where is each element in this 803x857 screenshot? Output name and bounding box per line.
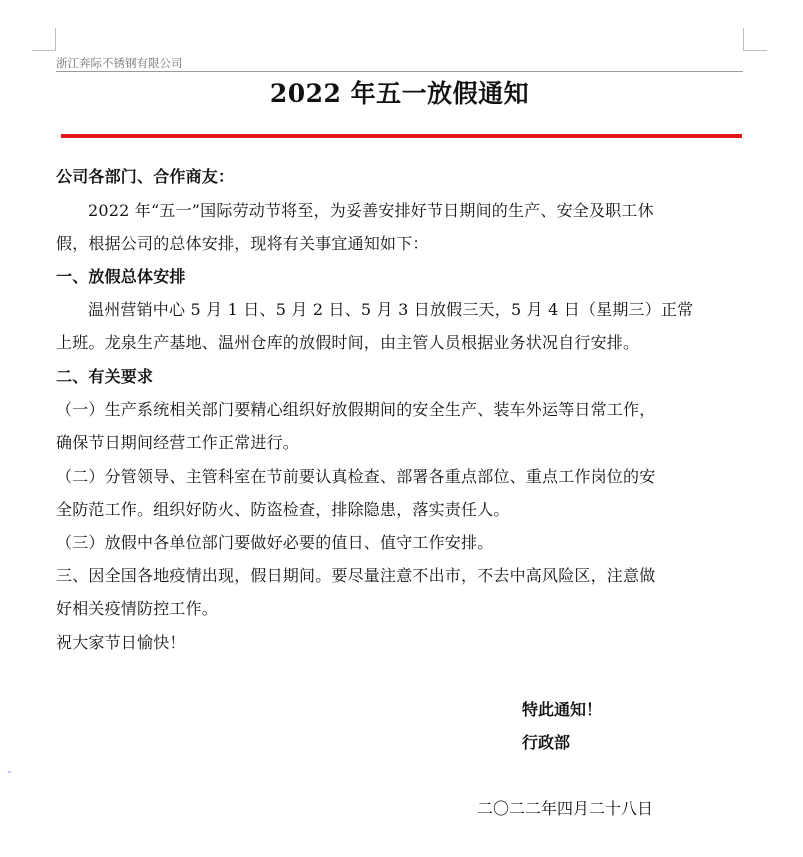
page-header-company: 浙江奔际不锈钢有限公司 — [56, 56, 183, 70]
section1-line-2: 上班。龙泉生产基地、温州仓库的放假时间，由主管人员根据业务状况自行安排。 — [56, 333, 640, 352]
crop-mark-top-left-vertical — [55, 28, 56, 51]
section1-line-1: 温州营销中心 5 月 1 日、5 月 2 日、5 月 3 日放假三天，5 月 4 日（星期三）正常 — [88, 300, 694, 319]
special-notice: 特此通知！ — [522, 700, 603, 719]
notice-title: 2022 年五一放假通知 — [269, 79, 530, 108]
section2-item2-line-2: 全防范工作。组织好防火、防盗检查，排除隐患，落实责任人。 — [56, 500, 510, 519]
section1-heading: 一、放假总体安排 — [56, 267, 186, 286]
section3-line-1: 三、因全国各地疫情出现，假日期间。要尽量注意不出市，不去中高风险区，注意做 — [56, 566, 656, 585]
section3-line-2: 好相关疫情防控工作。 — [56, 599, 219, 618]
closing-wish: 祝大家节日愉快！ — [56, 633, 186, 652]
crop-mark-top-right-vertical — [743, 28, 744, 51]
greeting: 公司各部门、合作商友： — [56, 167, 235, 186]
crop-mark-top-left-horizontal — [32, 50, 56, 51]
section2-item2-line-1: （二）分管领导、主管科室在节前要认真检查、部署各重点部位、重点工作岗位的安 — [56, 467, 656, 486]
issue-date: 二〇二二年四月二十八日 — [477, 799, 654, 818]
chevron-down-icon[interactable]: ⌄ — [6, 766, 13, 775]
section2-item1-line-2: 确保节日期间经营工作正常进行。 — [56, 433, 300, 452]
intro-line-2: 假，根据公司的总体安排，现将有关事宜通知如下： — [56, 234, 429, 253]
header-rule — [56, 71, 743, 72]
section2-item3: （三）放假中各单位部门要做好必要的值日、值守工作安排。 — [56, 533, 494, 552]
section2-heading: 二、有关要求 — [56, 367, 154, 386]
crop-mark-top-right-horizontal — [743, 50, 767, 51]
intro-line-1: 2022 年“五一”国际劳动节将至，为妥善安排好节日期间的生产、安全及职工休 — [88, 201, 654, 220]
section2-item1-line-1: （一）生产系统相关部门要精心组织好放假期间的安全生产、装车外运等日常工作， — [56, 400, 656, 419]
red-divider-rule — [61, 134, 742, 138]
issuing-department: 行政部 — [522, 733, 571, 752]
